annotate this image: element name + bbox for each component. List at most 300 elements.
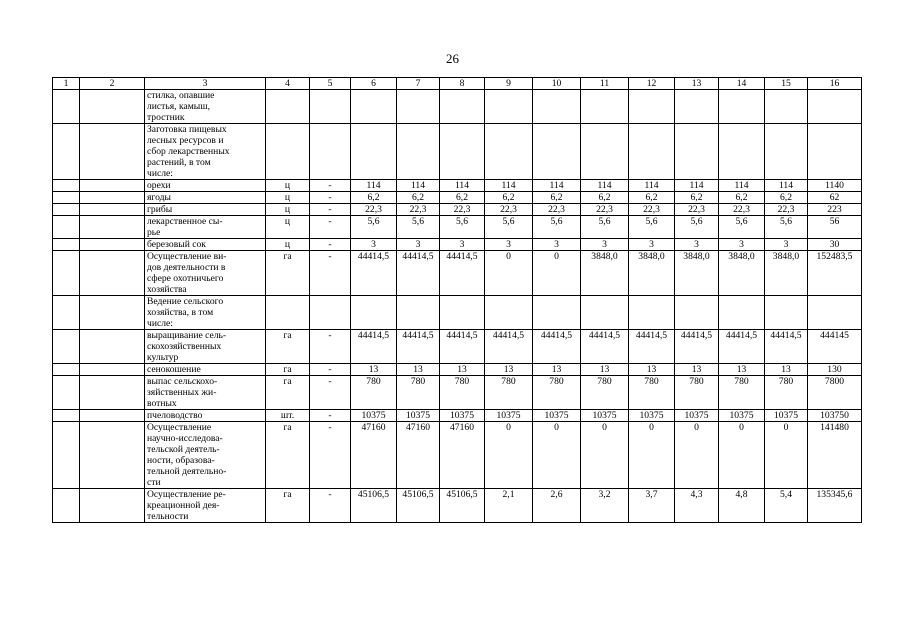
cell-col-1 [53, 239, 80, 251]
cell-value [765, 124, 808, 180]
activity-name-line: Осуществление ви- [147, 251, 227, 262]
cell-value: 13 [675, 364, 719, 376]
cell-value: 780 [675, 376, 719, 410]
cell-value: 135345,6 [808, 489, 862, 523]
cell-value: 114 [581, 180, 629, 192]
cell-unit [266, 296, 310, 330]
cell-value [397, 296, 440, 330]
cell-value: 3848,0 [765, 251, 808, 296]
cell-value: 114 [485, 180, 533, 192]
cell-value: 3848,0 [581, 251, 629, 296]
activity-name-line: Заготовка пищевых [147, 124, 227, 135]
cell-col-2 [80, 180, 145, 192]
cell-value: 0 [533, 251, 581, 296]
cell-value: 3 [629, 239, 675, 251]
cell-value: 22,3 [765, 204, 808, 216]
activity-name-line: листья, камыш, [147, 101, 211, 112]
cell-value [765, 90, 808, 124]
cell-col-2 [80, 251, 145, 296]
cell-value: 6,2 [351, 192, 397, 204]
cell-value: 3 [397, 239, 440, 251]
cell-value: 10375 [533, 410, 581, 422]
activity-name-line: креационной дея- [147, 500, 220, 511]
activity-name-line: лекарственное сы- [147, 216, 223, 227]
cell-unit: га [266, 422, 310, 489]
cell-value: 44414,5 [719, 330, 765, 364]
table-row [53, 422, 862, 489]
cell-value: 10375 [719, 410, 765, 422]
cell-value [533, 296, 581, 330]
activity-name-line: скохозяйственных [147, 341, 222, 352]
activity-name-line: тельной деятельно- [147, 466, 227, 477]
cell-unit [266, 124, 310, 180]
cell-value: 22,3 [440, 204, 485, 216]
cell-value [397, 124, 440, 180]
cell-value [351, 124, 397, 180]
cell-value: 114 [533, 180, 581, 192]
cell-value: 444145 [808, 330, 862, 364]
cell-value: 13 [629, 364, 675, 376]
cell-value: 47160 [351, 422, 397, 489]
cell-value: 780 [351, 376, 397, 410]
cell-value: 4,8 [719, 489, 765, 523]
column-number: 1 [53, 78, 80, 90]
cell-dash: - [310, 364, 351, 376]
cell-value: 0 [719, 422, 765, 489]
cell-value: 5,6 [397, 216, 440, 239]
cell-value: 5,6 [719, 216, 765, 239]
activity-name-line: числе: [147, 318, 173, 329]
cell-value: 5,6 [765, 216, 808, 239]
cell-value: 6,2 [397, 192, 440, 204]
table-row [53, 216, 862, 239]
cell-value [485, 124, 533, 180]
column-number-row [53, 78, 862, 90]
column-number: 5 [310, 78, 351, 90]
cell-value [533, 90, 581, 124]
cell-col-1 [53, 330, 80, 364]
table-row [53, 296, 862, 330]
cell-value: 44414,5 [397, 330, 440, 364]
cell-value: 45106,5 [351, 489, 397, 523]
cell-col-2 [80, 90, 145, 124]
cell-activity-name [145, 90, 266, 124]
cell-value: 5,6 [629, 216, 675, 239]
table-body [53, 78, 862, 523]
cell-value: 22,3 [485, 204, 533, 216]
cell-value: 22,3 [533, 204, 581, 216]
cell-value [629, 90, 675, 124]
activity-name-line: орехи [147, 180, 171, 191]
cell-dash: - [310, 251, 351, 296]
cell-value: 3848,0 [719, 251, 765, 296]
cell-value: 13 [581, 364, 629, 376]
cell-dash: - [310, 330, 351, 364]
cell-value: 44414,5 [675, 330, 719, 364]
cell-col-1 [53, 124, 80, 180]
cell-unit: ц [266, 180, 310, 192]
cell-unit: га [266, 364, 310, 376]
cell-value: 6,2 [719, 192, 765, 204]
column-number: 4 [266, 78, 310, 90]
cell-value: 3 [581, 239, 629, 251]
cell-dash: - [310, 410, 351, 422]
cell-value: 3 [440, 239, 485, 251]
cell-value: 44414,5 [765, 330, 808, 364]
cell-col-1 [53, 364, 80, 376]
table-row [53, 410, 862, 422]
column-number: 10 [533, 78, 581, 90]
cell-col-2 [80, 410, 145, 422]
cell-col-1 [53, 422, 80, 489]
cell-value: 22,3 [581, 204, 629, 216]
cell-unit: га [266, 489, 310, 523]
activity-name-line: тельности [147, 511, 189, 522]
cell-activity-name [145, 410, 266, 422]
activity-name-line: дов деятельности в [147, 262, 226, 273]
cell-value: 10375 [440, 410, 485, 422]
cell-value: 5,6 [485, 216, 533, 239]
cell-dash: - [310, 216, 351, 239]
cell-value [440, 90, 485, 124]
activity-name-line: сти [147, 477, 161, 488]
cell-value [675, 124, 719, 180]
cell-value [581, 90, 629, 124]
cell-value: 3848,0 [629, 251, 675, 296]
cell-value [808, 296, 862, 330]
cell-value: 44414,5 [440, 330, 485, 364]
cell-value: 780 [440, 376, 485, 410]
activity-name-line: стилка, опавшие [147, 90, 215, 101]
cell-value: 6,2 [581, 192, 629, 204]
cell-value: 2,1 [485, 489, 533, 523]
cell-value: 114 [765, 180, 808, 192]
cell-unit: га [266, 251, 310, 296]
column-number: 8 [440, 78, 485, 90]
cell-value: 3,2 [581, 489, 629, 523]
cell-value: 3 [719, 239, 765, 251]
cell-value: 10375 [581, 410, 629, 422]
cell-value: 103750 [808, 410, 862, 422]
cell-value: 5,6 [533, 216, 581, 239]
cell-activity-name [145, 330, 266, 364]
cell-value: 22,3 [719, 204, 765, 216]
cell-value: 2,6 [533, 489, 581, 523]
activity-name-line: сенокошение [147, 364, 201, 375]
cell-value: 5,6 [351, 216, 397, 239]
cell-value [440, 124, 485, 180]
cell-value: 0 [629, 422, 675, 489]
column-number: 9 [485, 78, 533, 90]
cell-value: 0 [765, 422, 808, 489]
cell-value [719, 90, 765, 124]
column-number: 13 [675, 78, 719, 90]
cell-dash [310, 296, 351, 330]
cell-dash: - [310, 422, 351, 489]
cell-col-2 [80, 376, 145, 410]
column-number: 11 [581, 78, 629, 90]
cell-value: 13 [397, 364, 440, 376]
cell-col-1 [53, 376, 80, 410]
cell-value: 44414,5 [397, 251, 440, 296]
table-row [53, 204, 862, 216]
activity-name-line: тельской деятель- [147, 444, 220, 455]
cell-value: 30 [808, 239, 862, 251]
cell-value: 13 [351, 364, 397, 376]
cell-value: 0 [533, 422, 581, 489]
cell-value: 22,3 [397, 204, 440, 216]
cell-activity-name [145, 489, 266, 523]
cell-col-1 [53, 410, 80, 422]
cell-value: 44414,5 [485, 330, 533, 364]
cell-value: 6,2 [533, 192, 581, 204]
cell-value: 0 [485, 251, 533, 296]
column-number: 12 [629, 78, 675, 90]
table-row [53, 90, 862, 124]
cell-activity-name [145, 124, 266, 180]
cell-value: 6,2 [485, 192, 533, 204]
cell-col-1 [53, 180, 80, 192]
activity-name-line: выпас сельскохо- [147, 376, 218, 387]
cell-value [581, 296, 629, 330]
cell-value: 780 [397, 376, 440, 410]
activity-name-line: числе: [147, 168, 173, 179]
activity-name-line: научно-исследова- [147, 433, 223, 444]
activity-name-line: зяйственных жи- [147, 387, 217, 398]
cell-value: 780 [533, 376, 581, 410]
cell-value: 5,6 [581, 216, 629, 239]
cell-value [765, 296, 808, 330]
cell-value: 10375 [765, 410, 808, 422]
cell-activity-name [145, 251, 266, 296]
table-row [53, 376, 862, 410]
cell-col-2 [80, 124, 145, 180]
cell-value [808, 124, 862, 180]
cell-value: 13 [765, 364, 808, 376]
cell-value: 6,2 [675, 192, 719, 204]
cell-dash: - [310, 489, 351, 523]
activity-name-line: сбор лекарственных [147, 146, 230, 157]
cell-value: 3 [765, 239, 808, 251]
cell-col-1 [53, 251, 80, 296]
activity-name-line: сфере охотничьего [147, 273, 224, 284]
cell-value: 3 [485, 239, 533, 251]
cell-value: 114 [719, 180, 765, 192]
cell-unit: ц [266, 204, 310, 216]
cell-value: 13 [440, 364, 485, 376]
activity-name-line: хозяйства, в том [147, 307, 214, 318]
cell-value: 152483,5 [808, 251, 862, 296]
page-number: 26 [446, 51, 459, 66]
cell-value: 13 [485, 364, 533, 376]
cell-value: 3,7 [629, 489, 675, 523]
cell-value [351, 90, 397, 124]
cell-dash: - [310, 192, 351, 204]
table-row [53, 239, 862, 251]
cell-value: 44414,5 [351, 330, 397, 364]
cell-value: 4,3 [675, 489, 719, 523]
data-table [52, 77, 862, 523]
column-number: 7 [397, 78, 440, 90]
cell-activity-name [145, 204, 266, 216]
cell-value: 44414,5 [581, 330, 629, 364]
cell-activity-name [145, 376, 266, 410]
cell-value: 45106,5 [397, 489, 440, 523]
cell-value: 223 [808, 204, 862, 216]
activity-name-line: хозяйства [147, 284, 187, 295]
cell-col-1 [53, 90, 80, 124]
cell-value: 780 [719, 376, 765, 410]
column-number: 14 [719, 78, 765, 90]
cell-col-2 [80, 489, 145, 523]
cell-value: 44414,5 [533, 330, 581, 364]
cell-unit: ц [266, 216, 310, 239]
cell-col-1 [53, 204, 80, 216]
cell-value [440, 296, 485, 330]
cell-value: 62 [808, 192, 862, 204]
cell-value [719, 124, 765, 180]
cell-value [533, 124, 581, 180]
cell-value [629, 124, 675, 180]
table-row [53, 364, 862, 376]
cell-activity-name [145, 192, 266, 204]
table-row [53, 330, 862, 364]
cell-value [485, 90, 533, 124]
cell-value: 0 [485, 422, 533, 489]
cell-unit [266, 90, 310, 124]
activity-name-line: культур [147, 352, 179, 363]
cell-value: 114 [351, 180, 397, 192]
table-row [53, 192, 862, 204]
cell-col-2 [80, 239, 145, 251]
cell-activity-name [145, 364, 266, 376]
cell-value: 44414,5 [440, 251, 485, 296]
column-number: 2 [80, 78, 145, 90]
cell-value: 13 [533, 364, 581, 376]
cell-col-2 [80, 296, 145, 330]
cell-value: 780 [629, 376, 675, 410]
activity-name-line: Осуществление ре- [147, 489, 226, 500]
cell-value: 44414,5 [629, 330, 675, 364]
activity-name-line: березовый сок [147, 239, 206, 250]
cell-value: 0 [581, 422, 629, 489]
cell-value: 780 [581, 376, 629, 410]
cell-dash [310, 90, 351, 124]
cell-dash [310, 124, 351, 180]
cell-dash: - [310, 376, 351, 410]
cell-value: 1140 [808, 180, 862, 192]
cell-activity-name [145, 180, 266, 192]
cell-value: 45106,5 [440, 489, 485, 523]
cell-value: 22,3 [675, 204, 719, 216]
cell-value: 6,2 [440, 192, 485, 204]
column-number: 6 [351, 78, 397, 90]
cell-dash: - [310, 204, 351, 216]
cell-col-2 [80, 192, 145, 204]
activity-name-line: рье [147, 227, 161, 238]
activity-name-line: грибы [147, 204, 173, 215]
cell-dash: - [310, 239, 351, 251]
cell-value: 22,3 [629, 204, 675, 216]
table-row [53, 251, 862, 296]
activity-name-line: тростник [147, 112, 185, 123]
table-row [53, 124, 862, 180]
cell-value: 5,6 [675, 216, 719, 239]
cell-value: 10375 [675, 410, 719, 422]
cell-activity-name [145, 239, 266, 251]
cell-value: 10375 [629, 410, 675, 422]
cell-value: 3 [351, 239, 397, 251]
cell-value: 130 [808, 364, 862, 376]
cell-value: 3 [533, 239, 581, 251]
cell-value [808, 90, 862, 124]
cell-value: 114 [675, 180, 719, 192]
cell-value: 22,3 [351, 204, 397, 216]
column-number: 16 [808, 78, 862, 90]
cell-value: 114 [397, 180, 440, 192]
cell-value: 6,2 [765, 192, 808, 204]
cell-unit: ц [266, 192, 310, 204]
cell-value: 10375 [351, 410, 397, 422]
cell-value: 5,6 [440, 216, 485, 239]
activity-name-line: пчеловодство [147, 410, 203, 421]
cell-value: 114 [629, 180, 675, 192]
cell-value: 13 [719, 364, 765, 376]
cell-activity-name [145, 216, 266, 239]
cell-activity-name [145, 296, 266, 330]
cell-value: 56 [808, 216, 862, 239]
cell-unit: га [266, 330, 310, 364]
cell-value [675, 90, 719, 124]
cell-value: 6,2 [629, 192, 675, 204]
cell-value: 47160 [397, 422, 440, 489]
cell-value: 3 [675, 239, 719, 251]
table-row [53, 180, 862, 192]
cell-value: 780 [765, 376, 808, 410]
cell-value: 3848,0 [675, 251, 719, 296]
cell-value: 44414,5 [351, 251, 397, 296]
cell-activity-name [145, 422, 266, 489]
cell-col-1 [53, 489, 80, 523]
cell-value: 0 [675, 422, 719, 489]
cell-col-1 [53, 296, 80, 330]
table-row [53, 489, 862, 523]
cell-col-2 [80, 330, 145, 364]
activity-name-line: растений, в том [147, 157, 211, 168]
cell-value [629, 296, 675, 330]
cell-col-2 [80, 422, 145, 489]
activity-name-line: ности, образова- [147, 455, 215, 466]
activity-name-line: Осуществление [147, 422, 212, 433]
cell-value [719, 296, 765, 330]
cell-value: 780 [485, 376, 533, 410]
cell-unit: шт. [266, 410, 310, 422]
cell-value [675, 296, 719, 330]
cell-value: 10375 [485, 410, 533, 422]
activity-name-line: выращивание сель- [147, 330, 227, 341]
cell-unit: га [266, 376, 310, 410]
cell-col-2 [80, 364, 145, 376]
column-number: 3 [145, 78, 266, 90]
activity-name-line: ягоды [147, 192, 171, 203]
activity-name-line: вотных [147, 398, 177, 409]
cell-value [351, 296, 397, 330]
cell-value: 47160 [440, 422, 485, 489]
activity-name-line: Ведение сельского [147, 296, 224, 307]
cell-value: 141480 [808, 422, 862, 489]
column-number: 15 [765, 78, 808, 90]
cell-value: 5,4 [765, 489, 808, 523]
